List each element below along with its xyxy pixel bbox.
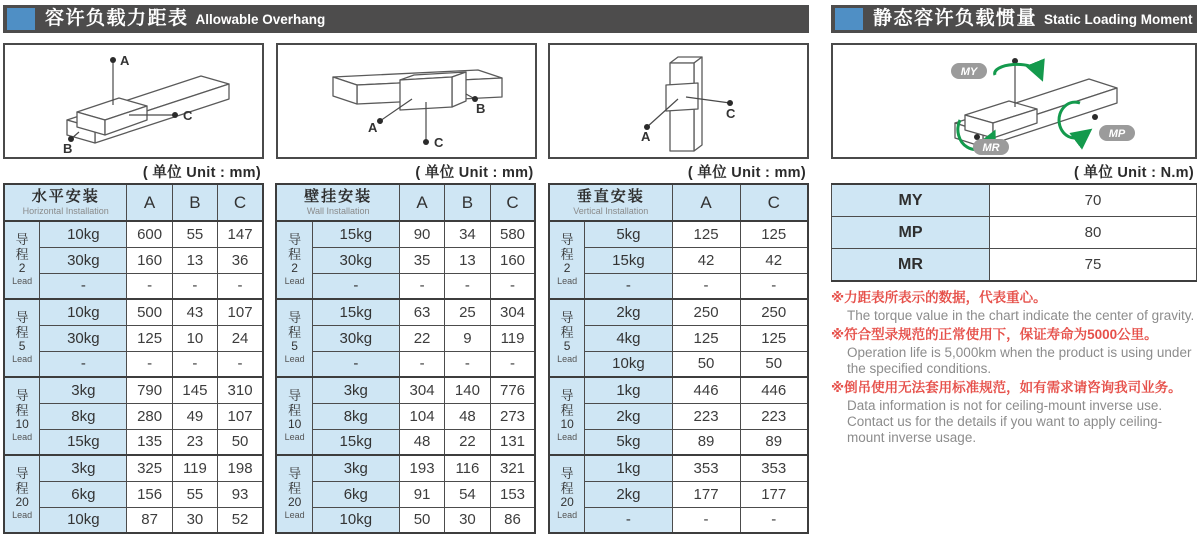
lead-zh: 导 (560, 232, 574, 248)
value-cell: - (127, 351, 172, 377)
diagrams-row (3, 43, 809, 182)
value-cell: - (127, 273, 172, 299)
value-cell: 54 (445, 481, 490, 507)
lead-zh: 导 (560, 310, 574, 326)
section-header-static-loading-moment (831, 5, 1197, 33)
lead-en: Lead (557, 353, 578, 364)
value-cell: - (172, 351, 217, 377)
wall-installation-diagram (276, 43, 537, 159)
load-cell: 10kg (40, 507, 127, 533)
lead-number: 5 (563, 339, 571, 354)
lead-number: 2 (291, 261, 298, 276)
lead-group-label (549, 299, 585, 377)
lead-en: Lead (284, 275, 305, 286)
value-cell: 63 (399, 299, 444, 325)
lead-group-label (276, 299, 312, 377)
value-cell: 131 (490, 429, 535, 455)
horizontal-installation-diagram (3, 43, 264, 159)
point-label-c: C (183, 108, 193, 123)
moment-row (832, 249, 1197, 282)
unit-label-mm: ( 单位 Unit : mm) (415, 165, 534, 181)
lead-en: Lead (284, 431, 305, 442)
lead-en: Lead (557, 431, 578, 442)
lead-zh: 程 (288, 246, 302, 262)
lead-zh: 程 (288, 402, 302, 418)
lead-en: Lead (12, 353, 33, 364)
load-cell: 6kg (312, 481, 399, 507)
lead-zh: 导 (15, 232, 29, 248)
value-cell: 86 (490, 507, 535, 533)
moment-value: 80 (990, 217, 1197, 249)
value-cell: 500 (127, 299, 172, 325)
note-zh: ※力距表所表示的数据，代表重心。 (831, 290, 1047, 305)
value-cell: - (218, 351, 263, 377)
column-header-a: A (127, 184, 172, 221)
lead-number: 10 (287, 417, 302, 432)
lead-en: Lead (12, 431, 33, 442)
moment-row (832, 184, 1197, 217)
value-cell: 140 (445, 377, 490, 403)
value-cell: 156 (127, 481, 172, 507)
load-cell: - (585, 507, 672, 533)
table-title (276, 184, 399, 221)
lead-group-label (4, 221, 40, 299)
value-cell: 125 (672, 325, 740, 351)
table-title-zh: 水平安装 (31, 188, 100, 206)
lead-zh: 导 (15, 310, 29, 326)
table-title-zh: 壁挂安装 (304, 188, 373, 206)
installation-table (548, 183, 809, 534)
load-cell: 30kg (40, 247, 127, 273)
value-cell: 48 (445, 403, 490, 429)
value-cell: 55 (172, 221, 217, 247)
load-cell: 4kg (585, 325, 672, 351)
lead-zh: 导 (288, 310, 302, 326)
moment-diagram (831, 43, 1197, 159)
notes (831, 289, 1197, 446)
load-cell: - (312, 273, 399, 299)
lead-zh: 程 (15, 246, 29, 262)
column-header-a: A (399, 184, 444, 221)
value-cell: 42 (740, 247, 808, 273)
diagram-block-horizontal (3, 43, 264, 182)
lead-zh: 导 (15, 466, 29, 482)
load-cell: 30kg (312, 325, 399, 351)
load-cell: 15kg (312, 429, 399, 455)
value-cell: 13 (172, 247, 217, 273)
mr-label: MR (982, 142, 1000, 154)
value-cell: 198 (218, 455, 263, 481)
lead-zh: 程 (15, 480, 29, 496)
lead-en: Lead (284, 353, 305, 364)
point-label-b: B (63, 141, 73, 156)
value-cell: 104 (399, 403, 444, 429)
installation-table (275, 183, 536, 534)
value-cell: 116 (445, 455, 490, 481)
value-cell: 273 (490, 403, 535, 429)
diagram-block-wall (276, 43, 537, 182)
load-cell: 15kg (585, 247, 672, 273)
lead-number: 20 (560, 495, 574, 510)
value-cell: 23 (172, 429, 217, 455)
load-cell: 3kg (40, 455, 127, 481)
lead-group-label (4, 299, 40, 377)
lead-number: 10 (560, 417, 574, 432)
load-cell: 2kg (585, 403, 672, 429)
value-cell: 446 (672, 377, 740, 403)
load-cell: 5kg (585, 221, 672, 247)
value-cell: 119 (490, 325, 535, 351)
value-cell: - (445, 351, 490, 377)
value-cell: 600 (127, 221, 172, 247)
load-cell: - (585, 273, 672, 299)
vertical-diagram-drawing (550, 45, 807, 157)
lead-en: Lead (12, 509, 33, 520)
moment-value: 75 (990, 249, 1197, 282)
lead-number: 20 (15, 495, 29, 510)
value-cell: 304 (490, 299, 535, 325)
value-cell: 24 (218, 325, 263, 351)
value-cell: 177 (672, 481, 740, 507)
load-cell: 30kg (40, 325, 127, 351)
column-header-a: A (672, 184, 740, 221)
value-cell: 153 (490, 481, 535, 507)
vertical-installation-diagram (548, 43, 809, 159)
lead-zh: 程 (15, 324, 29, 340)
load-cell: 15kg (312, 221, 399, 247)
value-cell: - (399, 273, 444, 299)
note-item (831, 326, 1197, 377)
value-cell: 776 (490, 377, 535, 403)
accent-square-icon (7, 8, 35, 30)
accent-square-icon (835, 8, 863, 30)
load-cell: 10kg (312, 507, 399, 533)
value-cell: 147 (218, 221, 263, 247)
value-cell: 790 (127, 377, 172, 403)
lead-group-label (276, 377, 312, 455)
static-loading-moment-section (831, 5, 1197, 534)
column-header-b: B (172, 184, 217, 221)
value-cell: 35 (399, 247, 444, 273)
lead-en: Lead (12, 275, 33, 286)
value-cell: - (490, 351, 535, 377)
value-cell: - (672, 507, 740, 533)
installation-table (3, 183, 264, 534)
lead-number: 2 (563, 261, 571, 276)
load-cell: 15kg (40, 429, 127, 455)
value-cell: 55 (172, 481, 217, 507)
value-cell: 30 (172, 507, 217, 533)
value-cell: 250 (672, 299, 740, 325)
value-cell: 353 (740, 455, 808, 481)
value-cell: 107 (218, 299, 263, 325)
value-cell: 10 (172, 325, 217, 351)
value-cell: 30 (445, 507, 490, 533)
value-cell: 34 (445, 221, 490, 247)
value-cell: - (399, 351, 444, 377)
load-cell: 15kg (312, 299, 399, 325)
table-title-zh: 垂直安装 (576, 188, 645, 206)
table-title-en: Horizontal Installation (22, 205, 109, 216)
load-cell: 10kg (40, 221, 127, 247)
value-cell: 93 (218, 481, 263, 507)
table-title-en: Vertical Installation (573, 205, 649, 216)
note-zh: ※符合型录规范的正常使用下，保证寿命为5000公里。 (831, 327, 1158, 343)
value-cell: 91 (399, 481, 444, 507)
value-cell: 250 (740, 299, 808, 325)
note-en: Data information is not for ceiling-mount inverse use. Contact us for the details if you want to apply ceiling-mount inverse usage. (847, 398, 1163, 446)
load-cell: 3kg (40, 377, 127, 403)
value-cell: 280 (127, 403, 172, 429)
section-header-allowable-overhang (3, 5, 809, 33)
value-cell: 193 (399, 455, 444, 481)
unit-label-mm: ( 单位 Unit : mm) (687, 165, 806, 181)
load-cell: 30kg (312, 247, 399, 273)
table-host-horizontal (3, 183, 264, 534)
value-cell: 50 (399, 507, 444, 533)
moment-value: 70 (990, 184, 1197, 217)
load-cell: 10kg (40, 299, 127, 325)
point-label-b: B (475, 101, 485, 116)
value-cell: 325 (127, 455, 172, 481)
load-cell: 1kg (585, 377, 672, 403)
value-cell: 50 (740, 351, 808, 377)
lead-zh: 程 (560, 324, 574, 340)
lead-zh: 程 (560, 480, 574, 496)
value-cell: 321 (490, 455, 535, 481)
value-cell: 36 (218, 247, 263, 273)
note-item (831, 379, 1197, 446)
moment-label: MP (832, 217, 990, 249)
installation-tables-row (3, 183, 809, 534)
value-cell: 177 (740, 481, 808, 507)
lead-group-label (276, 221, 312, 299)
lead-zh: 导 (560, 388, 574, 404)
point-label-a: A (641, 129, 651, 144)
load-cell: 3kg (312, 377, 399, 403)
value-cell: 223 (672, 403, 740, 429)
value-cell: 89 (740, 429, 808, 455)
value-cell: 135 (127, 429, 172, 455)
lead-zh: 程 (560, 246, 574, 262)
value-cell: 13 (445, 247, 490, 273)
value-cell: 25 (445, 299, 490, 325)
load-cell: 5kg (585, 429, 672, 455)
lead-en: Lead (557, 275, 578, 286)
point-label-c: C (726, 106, 736, 121)
lead-zh: 程 (560, 402, 574, 418)
load-cell: 3kg (312, 455, 399, 481)
moment-diagram-drawing (833, 45, 1195, 157)
diagram-block-vertical (548, 43, 809, 182)
lead-zh: 导 (560, 466, 574, 482)
value-cell: 87 (127, 507, 172, 533)
value-cell: 125 (740, 221, 808, 247)
moment-row (832, 217, 1197, 249)
value-cell: 160 (490, 247, 535, 273)
value-cell: 22 (399, 325, 444, 351)
value-cell: 353 (672, 455, 740, 481)
lead-group-label (549, 377, 585, 455)
value-cell: 43 (172, 299, 217, 325)
unit-label-mm: ( 单位 Unit : mm) (142, 165, 261, 181)
value-cell: 22 (445, 429, 490, 455)
column-header-b: B (445, 184, 490, 221)
table-title (4, 184, 127, 221)
value-cell: - (740, 507, 808, 533)
value-cell: 50 (218, 429, 263, 455)
table-title (549, 184, 672, 221)
lead-zh: 导 (288, 232, 302, 248)
value-cell: 49 (172, 403, 217, 429)
moment-label: MR (832, 249, 990, 282)
value-cell: 90 (399, 221, 444, 247)
allowable-overhang-section (3, 5, 809, 534)
load-cell: 1kg (585, 455, 672, 481)
load-cell: 8kg (40, 403, 127, 429)
lead-group-label (276, 455, 312, 533)
moment-label: MY (832, 184, 990, 217)
load-cell: - (40, 273, 127, 299)
section-title-zh: 静态容许负载惯量 (873, 8, 1038, 29)
value-cell: 119 (172, 455, 217, 481)
value-cell: - (740, 273, 808, 299)
lead-en: Lead (284, 509, 305, 520)
value-cell: 580 (490, 221, 535, 247)
point-label-a: A (120, 53, 130, 68)
value-cell: - (218, 273, 263, 299)
value-cell: 304 (399, 377, 444, 403)
value-cell: 42 (672, 247, 740, 273)
lead-zh: 导 (288, 466, 302, 482)
point-label-c: C (433, 135, 443, 150)
value-cell: - (672, 273, 740, 299)
lead-group-label (4, 455, 40, 533)
load-cell: 2kg (585, 481, 672, 507)
load-cell: 2kg (585, 299, 672, 325)
column-header-c: C (490, 184, 535, 221)
mp-label: MP (1108, 128, 1126, 140)
lead-number: 5 (291, 339, 298, 354)
note-en: The torque value in the chart indicate the center of gravity. (847, 308, 1195, 324)
lead-group-label (549, 221, 585, 299)
moment-table (831, 183, 1197, 282)
lead-zh: 程 (288, 480, 302, 496)
value-cell: 89 (672, 429, 740, 455)
value-cell: 9 (445, 325, 490, 351)
value-cell: - (445, 273, 490, 299)
load-cell: 6kg (40, 481, 127, 507)
value-cell: 125 (740, 325, 808, 351)
section-title-en: Allowable Overhang (195, 12, 326, 27)
note-item (831, 289, 1197, 324)
lead-zh: 导 (15, 388, 29, 404)
lead-group-label (4, 377, 40, 455)
section-title-zh: 容许负载力距表 (45, 8, 189, 29)
table-host-vertical (548, 183, 809, 534)
lead-group-label (549, 455, 585, 533)
load-cell: 8kg (312, 403, 399, 429)
value-cell: 160 (127, 247, 172, 273)
lead-zh: 程 (15, 402, 29, 418)
table-title-en: Wall Installation (306, 205, 370, 216)
load-cell: 10kg (585, 351, 672, 377)
value-cell: 50 (672, 351, 740, 377)
section-title-en: Static Loading Moment (1044, 12, 1193, 27)
value-cell: 107 (218, 403, 263, 429)
lead-number: 20 (287, 495, 302, 510)
lead-en: Lead (557, 509, 578, 520)
value-cell: 145 (172, 377, 217, 403)
lead-number: 10 (15, 417, 29, 432)
lead-number: 2 (18, 261, 26, 276)
my-label: MY (960, 66, 978, 78)
value-cell: - (490, 273, 535, 299)
unit-label-nm: ( 单位 Unit : N.m) (1074, 165, 1194, 181)
value-cell: 48 (399, 429, 444, 455)
load-cell: - (312, 351, 399, 377)
value-cell: 125 (672, 221, 740, 247)
column-header-c: C (740, 184, 808, 221)
value-cell: 52 (218, 507, 263, 533)
point-label-a: A (367, 120, 377, 135)
value-cell: 446 (740, 377, 808, 403)
horizontal-diagram-drawing (5, 45, 262, 157)
lead-number: 5 (18, 339, 26, 354)
column-header-c: C (218, 184, 263, 221)
note-en: Operation life is 5,000km when the product is using under the specified conditions. (847, 345, 1192, 377)
value-cell: 310 (218, 377, 263, 403)
lead-zh: 程 (288, 324, 302, 340)
value-cell: 223 (740, 403, 808, 429)
load-cell: - (40, 351, 127, 377)
value-cell: 125 (127, 325, 172, 351)
table-host-wall (275, 183, 536, 534)
note-zh: ※倒吊使用无法套用标准规范，如有需求请咨询我司业务。 (831, 380, 1182, 396)
value-cell: - (172, 273, 217, 299)
lead-zh: 导 (288, 388, 302, 404)
wall-diagram-drawing (278, 45, 535, 157)
